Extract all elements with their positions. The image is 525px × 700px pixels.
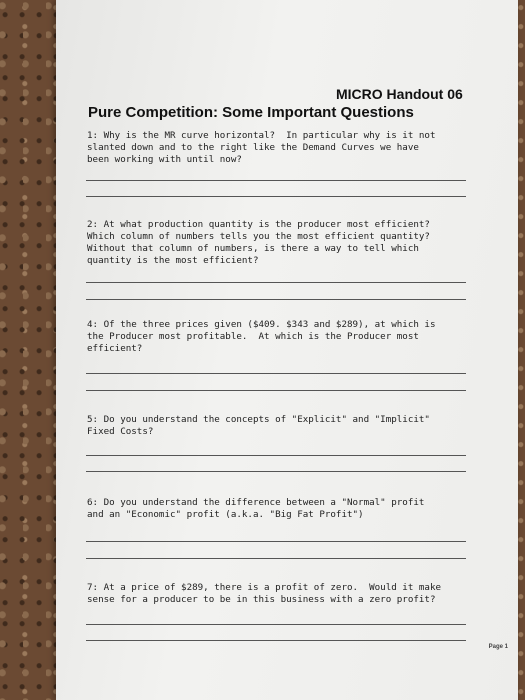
handout-header: MICRO Handout 06 — [336, 86, 463, 102]
question-2: 2: At what production quantity is the producer most efficient? Which column of numbers tells you the most efficient quantity? Without that column of numbers, is there a way to tell which quantity is the most efficient? — [87, 219, 430, 266]
page-number: Page 1 — [488, 644, 508, 650]
answer-line — [86, 558, 466, 559]
question-1: 1: Why is the MR curve horizontal? In particular why is it not slanted down and to the right like the Demand Curves we have been working with until now? — [87, 130, 436, 165]
question-4: 4: Of the three prices given ($409. $343 and $289), at which is the Producer most profitable. At which is the Producer most efficient? — [87, 319, 436, 354]
question-7: 7: At a price of $289, there is a profit of zero. Would it make sense for a producer to be in this business with a zero profit? — [87, 582, 442, 605]
answer-line — [86, 541, 466, 542]
answer-line — [86, 455, 466, 456]
answer-line — [86, 196, 466, 197]
question-5: 5: Do you understand the concepts of "Explicit" and "Implicit" Fixed Costs? — [87, 414, 430, 437]
question-6: 6: Do you understand the difference between a "Normal" profit and an "Economic" profit (a.k.a. "Big Fat Profit") — [87, 497, 425, 520]
answer-line — [86, 299, 466, 300]
answer-line — [86, 624, 466, 625]
answer-line — [86, 282, 466, 283]
answer-line — [86, 471, 466, 472]
answer-line — [86, 180, 466, 181]
answer-line — [86, 373, 466, 374]
page-title: Pure Competition: Some Important Questions — [88, 104, 414, 121]
answer-line — [86, 640, 466, 641]
handout-page — [56, 0, 518, 700]
answer-line — [86, 390, 466, 391]
